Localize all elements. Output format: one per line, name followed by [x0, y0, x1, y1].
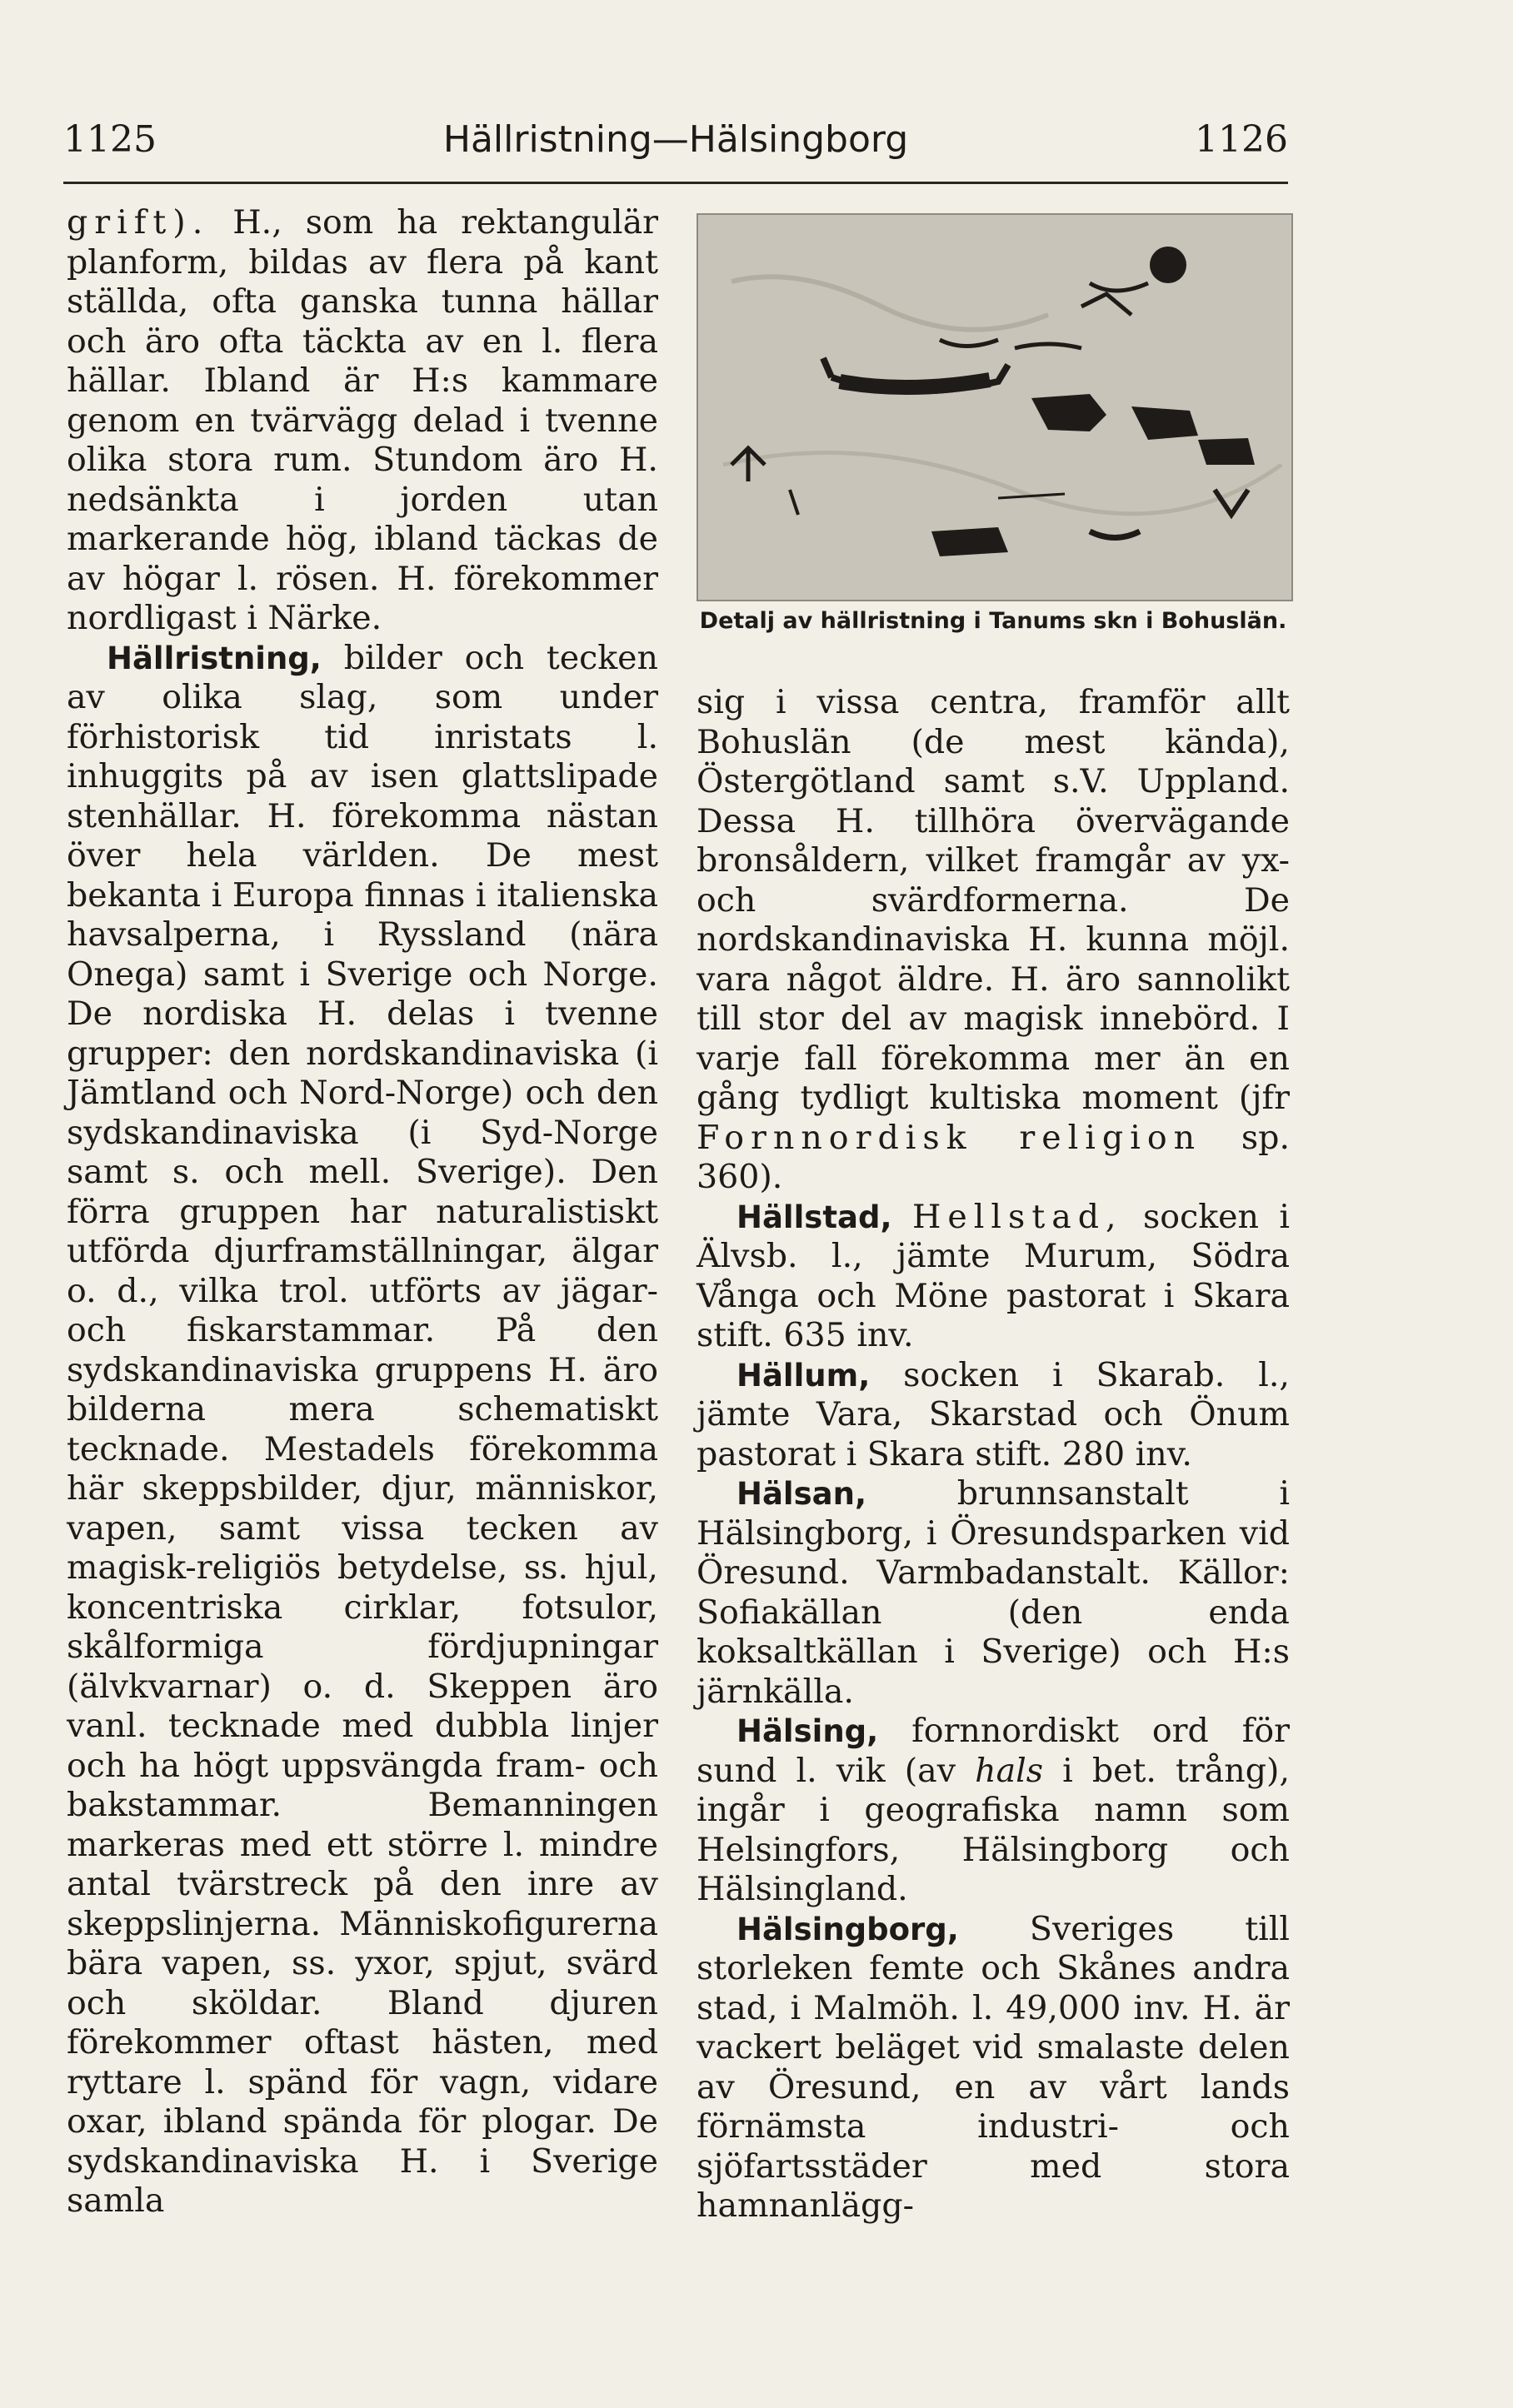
entry-hallristning — [67, 639, 658, 2221]
right-page-number: 1126 — [1195, 118, 1288, 161]
running-title: Hällristning—Hälsingborg — [442, 118, 909, 161]
figure-caption: Detalj av hällristning i Tanums skn i Bohuslän. — [699, 608, 1287, 634]
entry-hallum — [697, 1356, 1290, 1475]
entry-text: sp. 360). — [697, 1118, 1290, 1196]
entry-continuation — [697, 683, 1290, 1198]
entry-text: socken i Skarab. l., jämte Vara, Skarstad och Önum pastorat i Skara stift. 280 inv. — [697, 1355, 1290, 1473]
headword: Hälsan, — [737, 1476, 867, 1512]
cross-reference: Fornnordisk religion — [697, 1118, 1202, 1157]
headword: Hälsing, — [737, 1713, 879, 1749]
rock-carving-drawing — [698, 215, 1291, 600]
entry-halsing — [697, 1712, 1290, 1910]
left-page-number: 1125 — [63, 118, 157, 161]
rock-carving-illustration — [697, 213, 1293, 601]
entry-text: sig i vissa centra, framför allt Bohuslän (de mest kända), Östergötland samt s.V. Uppland. Dessa H. tillhöra övervägande bronsåldern, vilket framgår av yx- och svärdformerna. De nordskandinaviska H. kunna möjl. vara något äldre. H. äro sannolikt till stor del av magisk innebörd. I varje fall förekomma mer än en gång tydligt kultiska moment (jfr — [697, 683, 1290, 1117]
spaced-word: grift). — [67, 203, 210, 242]
entry-continuation — [67, 203, 658, 639]
headword: Hällum, — [737, 1357, 871, 1393]
spaced-word: Hellstad, — [911, 1197, 1123, 1236]
right-column — [697, 683, 1290, 2226]
page-header — [63, 113, 1288, 167]
italic-word: hals — [975, 1751, 1044, 1790]
entry-text: Sveriges till storleken femte och Skånes andra stad, i Malmöh. l. 49,000 inv. H. är vackert beläget vid smalaste delen av Öresund, en av vårt lands förnämsta industri- och sjöfartsstäder med stora hamnanlägg- — [697, 1909, 1290, 2225]
entry-text: H., som ha rektangulär planform, bildas av flera på kant ställda, ofta ganska tunna hällar och äro ofta täckta av en l. flera hällar. Ibland är H:s kammare genom en tvärvägg delad i tvenne olika stora rum. Stundom äro H. nedsänkta i jorden utan markerande hög, ibland täckas de av högar l. rösen. H. förekommer nordligast i Närke. — [67, 203, 658, 637]
entry-halsan — [697, 1474, 1290, 1712]
entry-text: i bet. trång), ingår i geografiska namn som Helsingfors, Hälsingborg och Hälsingland. — [697, 1751, 1290, 1908]
entry-hallstad — [697, 1198, 1290, 1356]
entry-halsingborg — [697, 1910, 1290, 2226]
headword: Hälsingborg, — [737, 1911, 959, 1947]
left-column — [67, 203, 658, 2221]
headword: Hällristning, — [107, 640, 322, 676]
entry-text: brunnsanstalt i Hälsingborg, i Öresundsparken vid Öresund. Varmbadanstalt. Källor: Sofiakällan (den enda koksaltkällan i Sverige) och H:s järnkälla. — [697, 1474, 1290, 1711]
entry-text: bilder och tecken av olika slag, som under förhistorisk tid inristats l. inhuggits på av isen glattslipade stenhällar. H. förekomma nästan över hela världen. De mest bekanta i Europa finnas i italienska havsalperna, i Ryssland (nära Onega) samt i Sverige och Norge. De nordiska H. delas i tvenne grupper: den nordskandinaviska (i Jämtland och Nord-Norge) och den sydskandinaviska (i Syd-Norge samt s. och mell. Sverige). Den förra gruppen har naturalistiskt utförda djurframställningar, älgar o. d., vilka trol. utförts av jägar- och fiskarstammar. På den sydskandinaviska gruppens H. äro bilderna mera schematiskt tecknade. Mestadels förekomma här skeppsbilder, djur, människor, vapen, samt vissa tecken av magisk-religiös betydelse, ss. hjul, koncentriska cirklar, fotsulor, skålformiga fördjupningar (älvkvarnar) o. d. Skeppen äro vanl. tecknade med dubbla linjer och ha högt uppsvängda fram- och bakstammar. Bemanningen markeras med ett större l. mindre antal tvärstreck på den inre av skeppslinjerna. Människofigurerna bära vapen, ss. yxor, spjut, svärd och sköldar. Bland djuren förekommer oftast hästen, med ryttare l. spänd för vagn, vidare oxar, ibland spända för plogar. De sydskandinaviska H. i Sverige samla — [67, 638, 658, 2220]
header-rule — [63, 182, 1288, 184]
entry-text: fornnordiskt ord för sund l. vik (av — [697, 1712, 1290, 1790]
entry-text: socken i Älvsb. l., jämte Murum, Södra Vånga och Möne pastorat i Skara stift. 635 inv. — [697, 1197, 1291, 1354]
headword: Hällstad, — [737, 1199, 892, 1235]
